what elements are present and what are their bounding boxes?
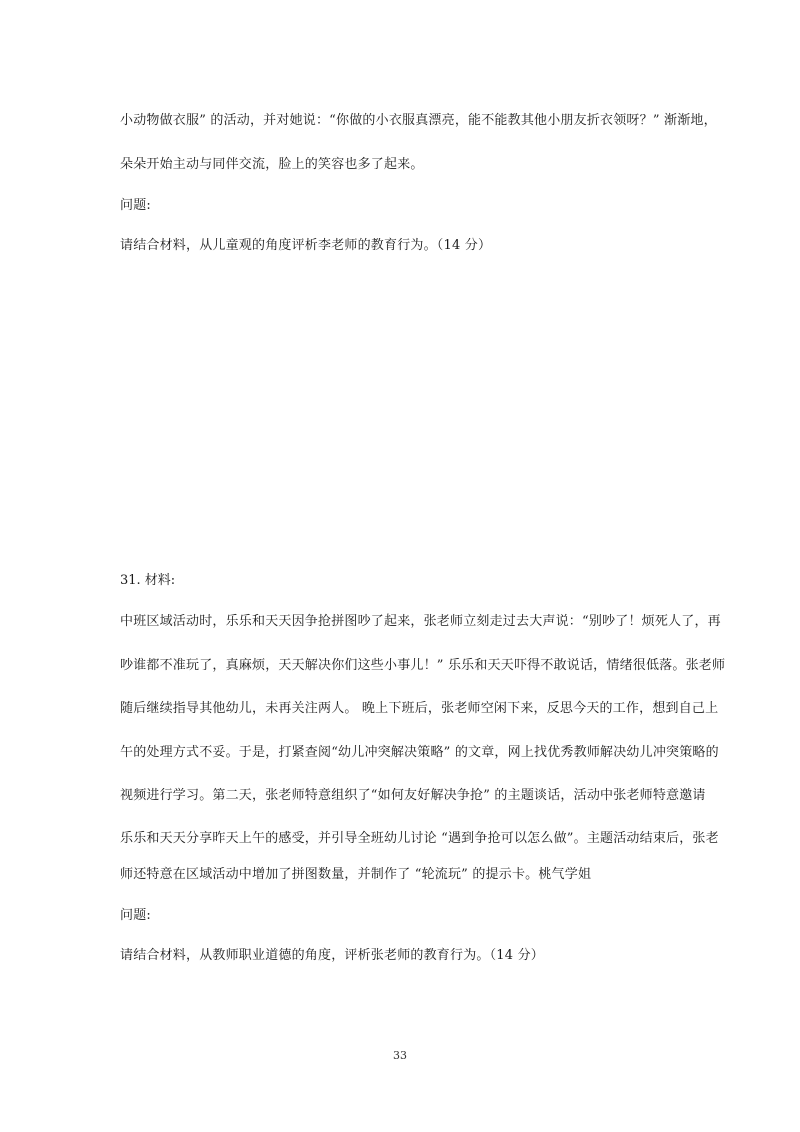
q31-material-line-1: 中班区域活动时，乐乐和天天因争抢拼图吵了起来，张老师立刻走过去大声说：“别吵了！烦死人了，再 [120,614,721,629]
q31-material-line-5: 视频进行学习。第二天，张老师特意组织了“如何友好解决争抢” 的主题谈话，活动中张老师特意邀请 [120,788,706,803]
q30-material-line-1: 小动物做衣服” 的活动，并对她说：“你做的小衣服真漂亮，能不能教其他小朋友折衣领呀？” 渐渐地， [120,113,717,128]
q31-material-line-4: 午的处理方式不妥。于是，打紧查阅“幼儿冲突解决策略” 的文章，网上找优秀教师解决幼儿冲突策略的 [120,745,719,760]
handwritten-note: 桃气学姐 [538,867,592,882]
q31-material-line-2: 吵谁都不准玩了，真麻烦，天天解决你们这些小事儿！” 乐乐和天天吓得不敢说话，情绪很低落。张老师 [120,658,726,673]
q31-question-label: 问题: [120,908,151,923]
q30-question: 请结合材料，从儿童观的角度评析李老师的教育行为。（14 分） [120,238,492,253]
q30-material-line-2: 朵朵开始主动与同伴交流，脸上的笑容也多了起来。 [120,157,424,172]
q31-material-last-text: 师还特意在区域活动中增加了拼图数量，并制作了 “轮流玩” 的提示卡。 [120,867,539,882]
q31-material-line-6: 乐乐和天天分享昨天上午的感受，并引导全班幼儿讨论 “遇到争抢可以怎么做”。主题活动结束后，张老 [120,831,719,846]
q31-material-line-3: 随后继续指导其他幼儿，未再关注两人。 晚上下班后，张老师空闲下来，反思今天的工作，想到自己上 [120,701,719,716]
q30-question-label: 问题: [120,198,151,213]
q31-material-line-7 [120,867,591,883]
page-number: 33 [393,1049,407,1062]
q31-heading: 31. 材料: [120,573,176,588]
q31-question: 请结合材料，从教师职业道德的角度，评析张老师的教育行为。（14 分） [120,948,544,963]
